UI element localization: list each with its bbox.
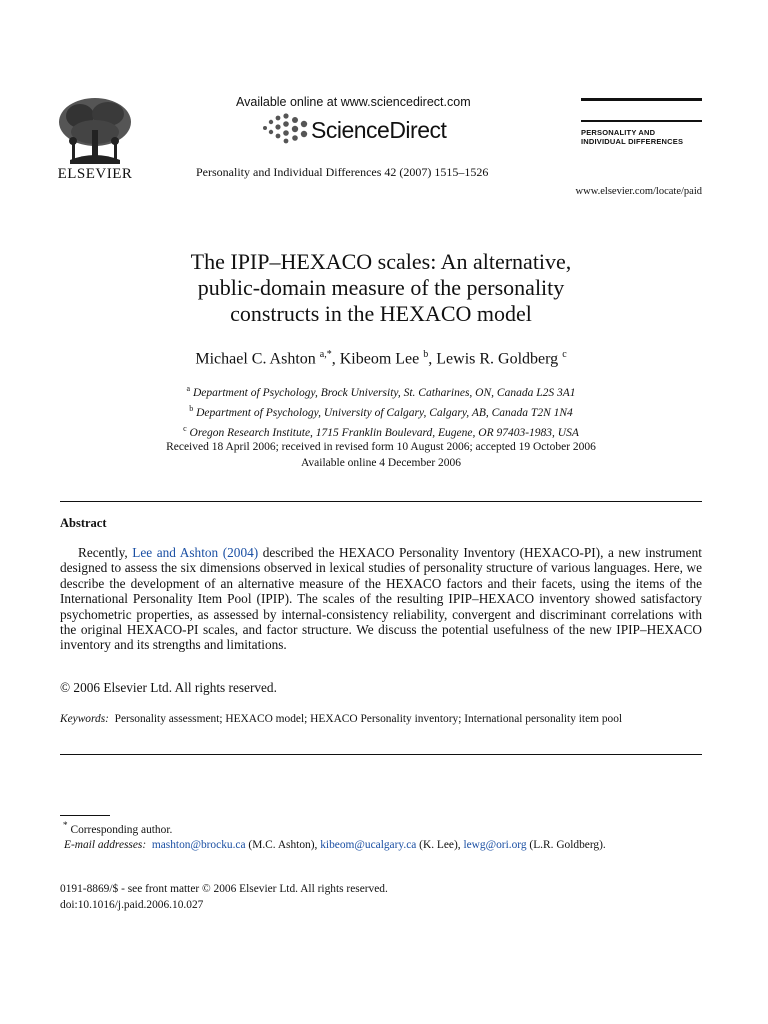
received-dates: Received 18 April 2006; received in revised form 10 August 2006; accepted 19 October 2006 <box>166 441 596 453</box>
journal-citation: Personality and Individual Differences 42 (2007) 1515–1526 <box>196 165 489 179</box>
title-line-2: public-domain measure of the personality <box>197 275 565 300</box>
journal-url-link[interactable]: www.elsevier.com/locate/paid <box>575 186 702 197</box>
keywords <box>60 712 702 728</box>
sciencedirect-logo: ScienceDirect <box>311 117 447 143</box>
divider <box>60 501 702 502</box>
author-name: Lewis R. Goldberg <box>436 350 559 368</box>
affiliation-item <box>60 401 702 421</box>
email-addresses <box>60 838 702 854</box>
email-link-lee[interactable]: kibeom@ucalgary.ca <box>320 839 417 852</box>
author-separator: , <box>428 350 437 368</box>
doi-line: doi:10.1016/j.paid.2006.10.027 <box>60 899 204 911</box>
abstract-lead: Recently, <box>78 545 133 560</box>
sciencedirect-dots-icon <box>259 112 309 146</box>
abstract-copyright: © 2006 Elsevier Ltd. All rights reserved. <box>60 680 277 695</box>
abstract-text: described the HEXACO Personality Inventory (HEXACO-PI), a new instrument designed to assess the six dimensions observed in lexical studies of personality structure of various languages. Here, we describe the development of an alternative measure of the HEXACO factors and their facets, using the items of the International Personality Item Pool (IPIP). The scales of the resulting IPIP–HEXACO inventory showed satisfactory psychometric properties, as assessed by internal-consistency reliability, convergent and discriminant correlations with the original HEXACO-PI scales, and factor structure. We discuss the potential usefulness of the new IPIP–HEXACO inventory and its strengths and limitations. <box>60 545 702 653</box>
author-name: Kibeom Lee <box>339 350 420 368</box>
footnote-rule <box>60 815 110 816</box>
abstract-body <box>60 545 702 653</box>
affiliations <box>60 381 702 440</box>
affiliation-text: Department of Psychology, Brock University, St. Catharines, ON, Canada L2S 3A1 <box>192 386 576 399</box>
title-line-3: constructs in the HEXACO model <box>230 301 532 326</box>
footnotes <box>60 819 702 854</box>
journal-name-line2: INDIVIDUAL DIFFERENCES <box>581 137 684 146</box>
author-affiliation-marker[interactable]: b <box>423 349 429 360</box>
email-owner: (L.R. Goldberg). <box>526 839 606 852</box>
journal-name <box>581 128 721 146</box>
publisher-name: ELSEVIER <box>57 166 133 182</box>
journal-rule-top <box>581 98 702 101</box>
email-link-ashton[interactable]: mashton@brocku.ca <box>151 839 246 852</box>
email-owner: (M.C. Ashton), <box>245 839 321 852</box>
corresponding-author-note <box>60 819 702 838</box>
keywords-label: Keywords: <box>60 713 109 725</box>
affiliation-marker: c <box>183 423 187 433</box>
affiliation-text: Oregon Research Institute, 1715 Franklin Boulevard, Eugene, OR 97403-1983, USA <box>189 426 579 439</box>
affiliation-text: Department of Psychology, University of Calgary, Calgary, AB, Canada T2N 1N4 <box>196 406 573 419</box>
affiliation-item <box>60 381 702 401</box>
email-label: E-mail addresses: <box>64 839 147 852</box>
author-separator: , <box>331 350 340 368</box>
divider <box>60 754 702 755</box>
available-online-date: Available online 4 December 2006 <box>300 457 462 469</box>
available-online-text: Available online at www.sciencedirect.com <box>236 95 471 109</box>
article-history <box>60 439 702 471</box>
article-title <box>60 249 702 327</box>
journal-rule-mid <box>581 120 702 122</box>
reference-link[interactable]: Lee and Ashton (2004) <box>132 545 259 560</box>
affiliation-marker: a <box>186 384 191 393</box>
author-affiliation-marker[interactable]: c <box>562 349 567 360</box>
affiliation-marker: b <box>189 403 194 413</box>
corresponding-author-text: Corresponding author. <box>70 823 173 836</box>
affiliation-item <box>60 421 702 441</box>
email-link-goldberg[interactable]: lewg@ori.org <box>463 839 527 852</box>
author-list <box>60 349 702 368</box>
author-affiliation-marker[interactable]: a,* <box>319 349 332 360</box>
email-owner: (K. Lee), <box>416 839 464 852</box>
abstract-heading: Abstract <box>60 516 107 530</box>
journal-name-line1: PERSONALITY AND <box>581 128 656 137</box>
title-line-1: The IPIP–HEXACO scales: An alternative, <box>190 249 572 274</box>
keywords-text: Personality assessment; HEXACO model; HEXACO Personality inventory; International personality item pool <box>114 713 623 725</box>
footnote-star: * <box>62 821 68 831</box>
front-matter <box>60 881 388 913</box>
issn-line: 0191-8869/$ - see front matter © 2006 Elsevier Ltd. All rights reserved. <box>60 883 388 895</box>
author-name: Michael C. Ashton <box>195 350 316 368</box>
